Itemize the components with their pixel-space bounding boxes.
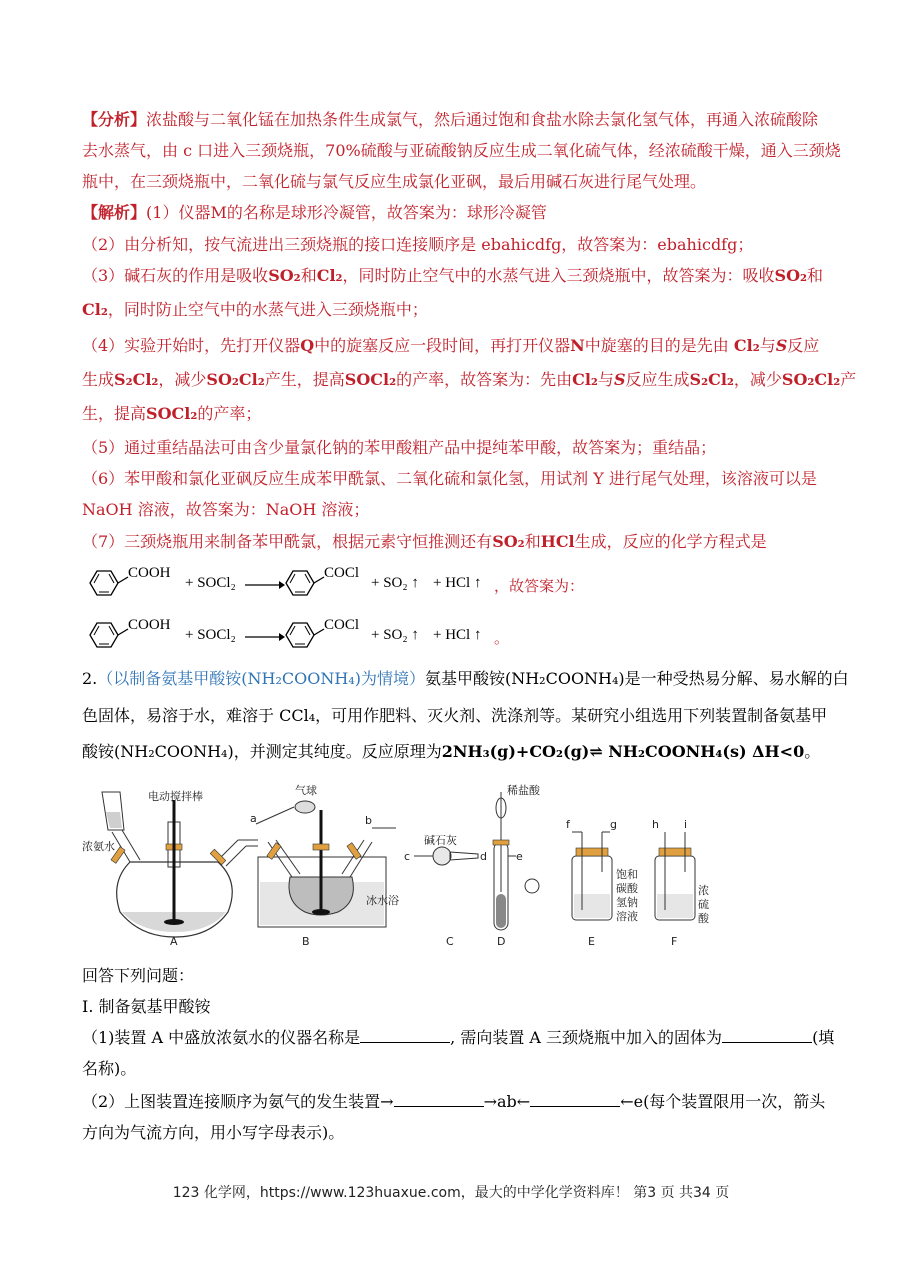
- solution-q1-text: (1）仪器M的名称是球形冷凝管，故答案为：球形冷凝管: [146, 203, 547, 222]
- formula-cl2: Cl₂: [572, 370, 598, 389]
- port-e: e: [516, 850, 523, 863]
- formula-so2: SO₂: [268, 266, 301, 285]
- apparatus-figure: [80, 782, 720, 952]
- section-1-heading: [82, 996, 211, 1018]
- question-2-line2: [82, 1122, 344, 1144]
- problem2-line2: [82, 705, 827, 727]
- solution-q4-line2: [82, 369, 856, 391]
- label-c: C: [446, 935, 454, 948]
- label-q: Q: [300, 336, 315, 355]
- formula-so2cl2: SO₂Cl₂: [206, 370, 265, 389]
- questions-intro: [82, 965, 194, 987]
- answer-prefix: ，故答案为：: [494, 577, 585, 595]
- apparatus-e: [566, 818, 639, 948]
- label-b: B: [302, 935, 310, 948]
- analysis-text-1: 浓盐酸与二氧化锰在加热条件生成氯气，然后通过饱和食盐水除去氯化氢气体，再通入浓硫酸除: [146, 110, 819, 129]
- solution-q4-line1: [82, 335, 819, 357]
- solution-q6-line2: [82, 499, 369, 521]
- product-hcl: + HCl ↑: [433, 575, 482, 591]
- solution-q7: [82, 531, 767, 553]
- analysis-line-2: [82, 140, 841, 162]
- apparatus-f: [652, 818, 710, 948]
- apparatus-a: [82, 789, 258, 948]
- formula-cl2: Cl₂: [733, 336, 760, 355]
- q4-text-c: 中旋塞的目的是先由: [584, 336, 729, 355]
- q4-text-m: 的产率；: [197, 404, 262, 423]
- solution-q3-line2: [82, 299, 428, 321]
- formula-cl2: Cl₂: [82, 300, 108, 319]
- label-soda-lime: 碱石灰: [424, 834, 457, 847]
- analysis-text-3: 瓶中，在三颈烧瓶中，二氧化硫与氯气反应生成氯化亚砜，最后用碱石灰进行尾气处理。: [82, 172, 707, 191]
- problem2-text-1: 氨基甲酸铵(NH₂COONH₄)是一种受热易分解、易水解的白: [424, 669, 849, 688]
- formula-hcl: HCl: [540, 532, 575, 551]
- problem2-line3: [82, 741, 820, 763]
- problem2-text-2: 色固体，易溶于水，难溶于 CCl₄，可用作肥料、灭火剂、洗涤剂等。某研究小组选用下列装置制备氨基甲: [82, 706, 828, 725]
- port-d: d: [480, 850, 487, 863]
- q4-text-h: 的产率，故答案为：先由: [396, 370, 573, 389]
- label-h2so4-2: 硫: [698, 898, 709, 911]
- q6-text-2: NaOH 溶液，故答案为：NaOH 溶液；: [82, 500, 370, 519]
- q4-text-j: ，减少: [733, 370, 782, 389]
- label-ice-bath: 冰水浴: [366, 894, 399, 907]
- formula-so2: SO₂: [774, 266, 808, 285]
- formula-s2cl2: S₂Cl₂: [114, 370, 159, 389]
- q4-text-e: 生成: [82, 370, 115, 389]
- question-1-line1: [82, 1027, 834, 1049]
- problem-context: （以制备氨基甲酸铵(NH₂COONH₄)为情境）: [97, 669, 425, 688]
- q4-text-i: 反应生成: [625, 370, 690, 389]
- label-nahco3-4: 溶液: [616, 910, 638, 923]
- question-2-line1: [82, 1091, 825, 1113]
- q4-text-a: （4）实验开始时，先打开仪器: [82, 336, 301, 355]
- analysis-line-1: [82, 109, 818, 131]
- reagent-socl2: + SOCl₂: [185, 627, 236, 643]
- q5-text: （5）通过重结晶法可由含少量氯化钠的苯甲酸粗产品中提纯苯甲酸，故答案为；重结晶；: [82, 438, 717, 457]
- solution-q1: [82, 202, 547, 224]
- problem-number: 2.: [82, 669, 98, 688]
- solution-q4-line3: [82, 403, 261, 425]
- label-nahco3-1: 饱和: [616, 868, 638, 881]
- q1-text-d: 名称)。: [82, 1059, 137, 1078]
- q4-text-b: 中的旋塞反应一段时间，再打开仪器: [314, 336, 571, 355]
- formula-so2cl2: SO₂Cl₂: [781, 370, 841, 389]
- q4-text-d: 反应: [787, 336, 820, 355]
- reaction-equation: 2NH₃(g)+CO₂(g)⇌ NH₂COONH₄(s) ΔH<0: [441, 742, 805, 761]
- q1-text-c: (填: [812, 1028, 835, 1047]
- port-f: f: [566, 818, 570, 831]
- solution-q5: [82, 437, 716, 459]
- label-nahco3-3: 氢钠: [616, 896, 638, 909]
- formula-so2: SO₂: [492, 532, 525, 551]
- port-b: b: [365, 814, 372, 827]
- problem2-line1: [82, 668, 849, 690]
- solution-q2-text: （2）由分析知，按气流进出三颈烧瓶的接口连接顺序是 ebahicdfg，故答案为：ebahicdfg；: [82, 235, 754, 254]
- word-with: 与: [759, 336, 776, 355]
- label-d: D: [497, 935, 506, 948]
- apparatus-d: [493, 783, 541, 948]
- group-cocl: COCl: [324, 617, 360, 633]
- problem2-text-3a: 酸铵(NH₂COONH₄)，并测定其纯度。反应原理为: [82, 742, 442, 761]
- formula-s: S: [613, 370, 626, 389]
- product-hcl: + HCl ↑: [433, 627, 482, 643]
- group-cocl: COCl: [324, 565, 360, 581]
- formula-socl2: SOCl₂: [344, 370, 397, 389]
- solution-q2: [82, 234, 753, 256]
- equation-2: [82, 617, 582, 653]
- q3-text-a: （3）碱石灰的作用是吸收: [82, 266, 269, 285]
- label-dilute-hcl: 稀盐酸: [507, 784, 540, 797]
- section1-text: I. 制备氨基甲酸铵: [82, 997, 211, 1016]
- label-stirrer: 电动搅拌棒: [148, 790, 203, 803]
- q2-text-b: →ab←: [483, 1092, 531, 1111]
- formula-socl2: SOCl₂: [146, 404, 198, 423]
- analysis-text-2: 去水蒸气，由 c 口进入三颈烧瓶，70%硫酸与亚硫酸钠反应生成二氧化硫气体，经浓硫酸干燥，通入三颈烧: [82, 141, 841, 160]
- equation-1: [82, 565, 585, 601]
- label-f: F: [671, 935, 678, 948]
- formula-cl2: Cl₂: [316, 266, 343, 285]
- port-c: c: [404, 850, 411, 863]
- question-1-line2: [82, 1058, 136, 1080]
- solution-tag: 【解析】: [82, 203, 147, 222]
- group-cooh: COOH: [128, 617, 171, 633]
- port-a: a: [250, 812, 257, 825]
- product-so2: + SO₂ ↑: [371, 575, 419, 591]
- q3-text-b: ，同时防止空气中的水蒸气进入三颈烧瓶中，故答案为：吸收: [342, 266, 775, 285]
- reagent-socl2: + SOCl₂: [185, 575, 236, 591]
- label-balloon: 气球: [295, 784, 317, 797]
- q2-text-c: ←e(每个装置限用一次，箭头: [620, 1092, 826, 1111]
- label-h2so4-1: 浓: [698, 884, 709, 897]
- q7-text-b: 和: [524, 532, 541, 551]
- page-footer: 123 化学网，https://www.123huaxue.com，最大的中学化学资料库！ 第3 页 共34 页: [172, 1185, 730, 1201]
- product-so2: + SO₂ ↑: [371, 627, 419, 643]
- formula-s2cl2: S₂Cl₂: [689, 370, 734, 389]
- solution-q3-line1: （3）碱石灰的作用是吸收SO₂和Cl₂，同时防止空气中的水蒸气进入三颈烧瓶中，故答案为：吸收SO₂和: [82, 266, 824, 285]
- q4-text-g: 产生，提高: [264, 370, 345, 389]
- q2-text-d: 方向为气流方向，用小写字母表示)。: [82, 1123, 345, 1142]
- word-with: 与: [597, 370, 614, 389]
- answer-blank-2[interactable]: [722, 1028, 812, 1043]
- label-nahco3-2: 碳酸: [616, 882, 638, 895]
- label-h2so4-3: 酸: [698, 912, 709, 925]
- q6-text-1: （6）苯甲酸和氯化亚砜反应生成苯甲酰氯、二氧化硫和氯化氢，用试剂 Y 进行尾气处理，该溶液可以是: [82, 469, 817, 488]
- label-ammonia: 浓氨水: [82, 840, 115, 853]
- label-a: A: [170, 935, 178, 948]
- answer-blank-3[interactable]: [394, 1092, 484, 1107]
- apparatus-c: [404, 833, 487, 948]
- q7-text-c: 生成，反应的化学方程式是: [574, 532, 767, 551]
- port-g: g: [610, 818, 617, 831]
- answer-end: 。: [494, 631, 510, 647]
- formula-s: S: [775, 336, 788, 355]
- q2-text-a: （2）上图装置连接顺序为氨气的发生装置→: [82, 1092, 394, 1111]
- solution-q6-line1: [82, 468, 817, 490]
- port-h: h: [652, 818, 659, 831]
- q1-text-b: , 需向装置 A 三颈烧瓶中加入的固体为: [450, 1028, 723, 1047]
- group-cooh: COOH: [128, 565, 171, 581]
- label-n: N: [570, 336, 585, 355]
- analysis-tag: 【分析】: [82, 110, 147, 129]
- answer-blank-1[interactable]: [360, 1028, 450, 1043]
- label-e: E: [588, 935, 595, 948]
- port-i: i: [684, 818, 688, 831]
- q7-text-a: （7）三颈烧瓶用来制备苯甲酰氯，根据元素守恒推测还有: [82, 532, 493, 551]
- q1-text-a: （1)装置 A 中盛放浓氨水的仪器名称是: [82, 1028, 361, 1047]
- problem2-text-3c: 。: [804, 742, 821, 761]
- analysis-line-3: [82, 171, 706, 193]
- q3-text-c: ，同时防止空气中的水蒸气进入三颈烧瓶中；: [107, 300, 428, 319]
- q4-text-l: 生，提高: [82, 404, 147, 423]
- intro-text: 回答下列问题：: [82, 966, 195, 985]
- q4-text-k: 产: [840, 370, 857, 389]
- answer-blank-4[interactable]: [530, 1092, 620, 1107]
- q4-text-f: ，减少: [158, 370, 207, 389]
- apparatus-b: [250, 783, 399, 948]
